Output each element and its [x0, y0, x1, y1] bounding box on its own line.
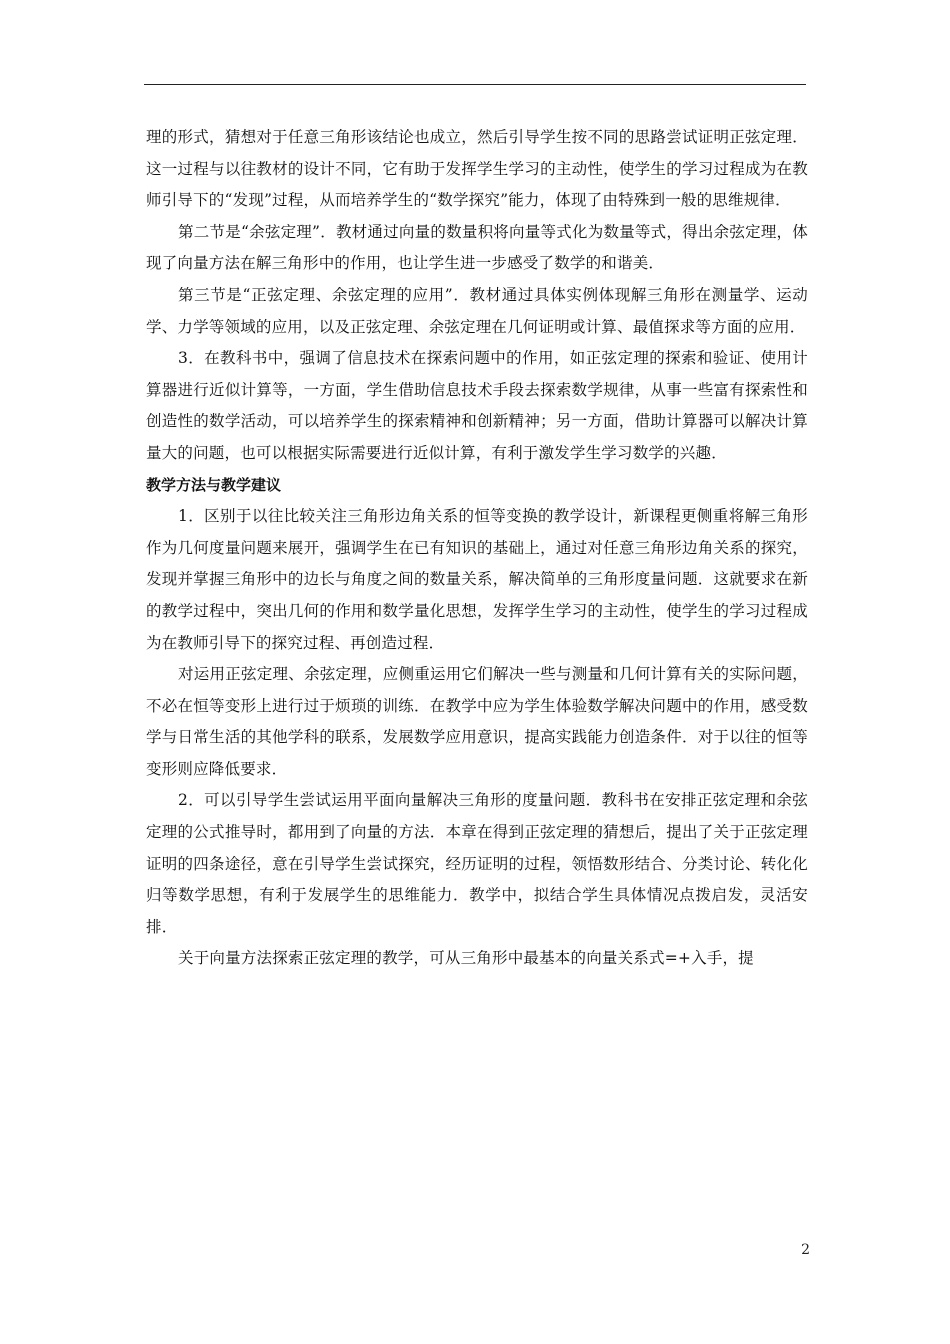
paragraph-section-two: 第二节是“余弦定理”．教材通过向量的数量积将向量等式化为数量等式，得出余弦定理，体现了向量方法在解三角形中的作用，也让学生进一步感受了数学的和谐美． [146, 222, 808, 273]
paragraph-vector-method: 关于向量方法探索正弦定理的教学，可从三角形中最基本的向量关系式=+入手，提 [178, 949, 754, 968]
paragraph-section-three: 第三节是“正弦定理、余弦定理的应用”．教材通过具体实例体现解三角形在测量学、运动学、力学等领域的应用，以及正弦定理、余弦定理在几何证明或计算、最值探求等方面的应用． [146, 285, 808, 336]
paragraph-continuation: 理的形式，猜想对于任意三角形该结论也成立，然后引导学生按不同的思路尝试证明正弦定理．这一过程与以往教材的设计不同，它有助于发挥学生学习的主动性，使学生的学习过程成为在教师引导下的“发现”过程，从而培养学生的“数学探究”能力，体现了由特殊到一般的思维规律． [146, 128, 808, 210]
page-number: 2 [801, 1242, 810, 1258]
page-body [146, 122, 808, 975]
paragraph-method-1: 1．区别于以往比较关注三角形边角关系的恒等变换的教学设计，新课程更侧重将解三角形作为几何度量问题来展开，强调学生在已有知识的基础上，通过对任意三角形边角关系的探究，发现并掌握三角形中的边长与角度之间的数量关系，解决简单的三角形度量问题．这就要求在新的教学过程中，突出几何的作用和数学量化思想，发挥学生学习的主动性，使学生的学习过程成为在教师引导下的探究过程、再创造过程． [146, 507, 808, 652]
paragraph-method-1-detail: 对运用正弦定理、余弦定理，应侧重运用它们解决一些与测量和几何计算有关的实际问题，不必在恒等变形上进行过于烦琐的训练．在教学中应为学生体验数学解决问题中的作用，感受数学与日常生活的其他学科的联系，发展数学应用意识，提高实践能力创造条件．对于以往的恒等变形则应降低要求． [146, 665, 808, 778]
section-heading: 教学方法与教学建议 [146, 475, 282, 494]
paragraph-item-3: 3．在教科书中，强调了信息技术在探索问题中的作用，如正弦定理的探索和验证、使用计算器进行近似计算等，一方面，学生借助信息技术手段去探索数学规律，从事一些富有探索性和创造性的数学活动，可以培养学生的探索精神和创新精神；另一方面，借助计算器可以解决计算量大的问题，也可以根据实际需要进行近似计算，有利于激发学生学习数学的兴趣． [146, 349, 808, 462]
paragraph-method-2: 2．可以引导学生尝试运用平面向量解决三角形的度量问题．教科书在安排正弦定理和余弦定理的公式推导时，都用到了向量的方法．本章在得到正弦定理的猜想后，提出了关于正弦定理证明的四条途径，意在引导学生尝试探究，经历证明的过程，领悟数形结合、分类讨论、转化化归等数学思想，有利于发展学生的思维能力．教学中，拟结合学生具体情况点拨启发，灵活安排． [146, 791, 808, 936]
header-rule [144, 84, 806, 85]
